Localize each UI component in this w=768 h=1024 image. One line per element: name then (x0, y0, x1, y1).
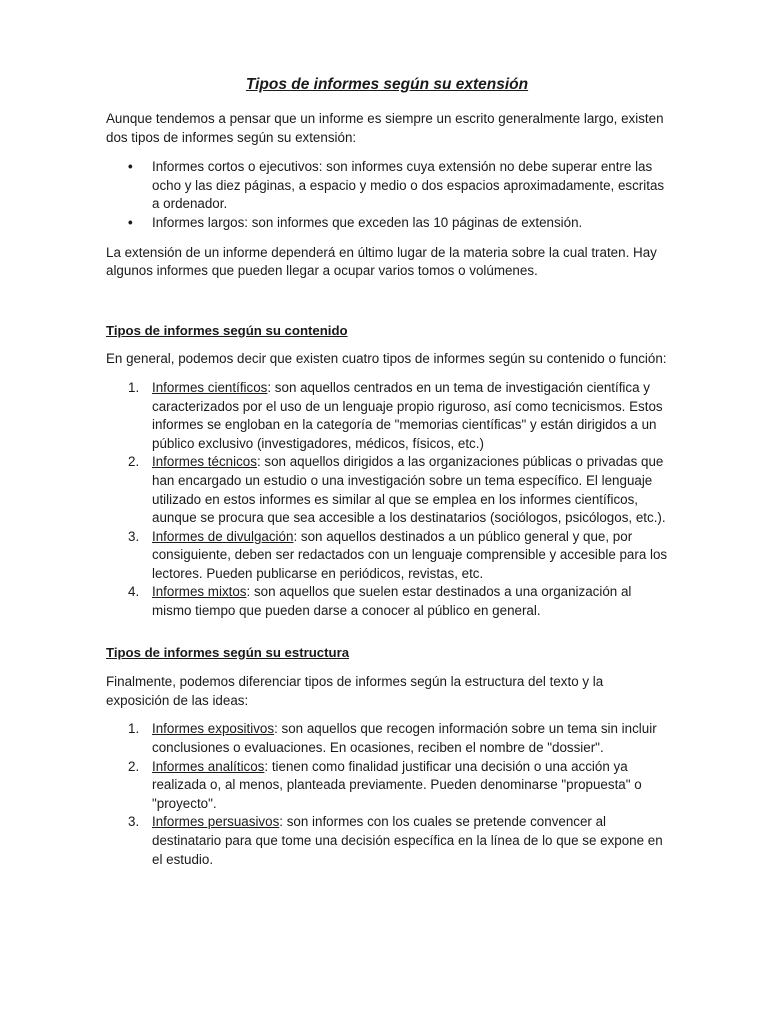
item-number: 3. (128, 814, 140, 830)
item-number: 1. (128, 379, 140, 395)
item-number: 2. (128, 758, 140, 774)
content-intro: En general, podemos decir que existen cuatro tipos de informes según su contenido o función: (106, 351, 667, 367)
extension-note: La extensión de un informe dependerá en último lugar de la materia sobre la cual traten. Hay algunos informes que pueden llegar a ocupar varios tomos o volúmenes. (106, 244, 657, 279)
item-description: : son aquellos dirigidos a las organizaciones públicas o privadas que han encargado un estudio o una investigación sobre un tema específico. El lenguaje utilizado en estos informes es similar al que se emplea en los informes científicos, aunque se procura que sea accesible a los destinatarios (sociólogos, psicólogos, etc.). (152, 454, 666, 526)
item-description: : son aquellos que recogen información sobre un tema sin incluir conclusiones o evaluaciones. En ocasiones, reciben el nombre de "dossier". (152, 721, 657, 756)
item-description: : son informes con los cuales se pretende convencer al destinatario para que tome una decisión específica en la línea de lo que se expone en el estudio. (152, 814, 663, 867)
list-item (106, 583, 668, 620)
item-description: : tienen como finalidad justificar una decisión o una acción ya realizada o, al menos, planteada previamente. Pueden denominarse "propuesta" o "proyecto". (152, 758, 642, 811)
list-item (106, 813, 668, 869)
item-number: 4. (128, 584, 140, 600)
list-item (106, 379, 668, 453)
item-number: 2. (128, 454, 140, 470)
list-item (106, 158, 668, 214)
item-term: Informes expositivos (152, 721, 275, 737)
list-item (106, 758, 668, 814)
list-item (106, 214, 668, 233)
list-item-text: Informes largos: son informes que exceden las 10 páginas de extensión. (152, 214, 583, 230)
content-types-list (106, 379, 668, 621)
item-term: Informes de divulgación (152, 528, 294, 544)
item-number: 1. (128, 721, 140, 737)
document-title: Tipos de informes según su extensión (245, 76, 529, 93)
item-term: Informes analíticos (152, 758, 265, 774)
section-heading-content: Tipos de informes según su contenido (106, 322, 348, 338)
structure-types-list (106, 720, 668, 869)
section-heading-structure: Tipos de informes según su estructura (106, 644, 350, 660)
list-item (106, 720, 668, 757)
list-item (106, 453, 668, 527)
item-term: Informes científicos (152, 379, 268, 395)
extension-list (106, 158, 668, 232)
list-item (106, 528, 668, 584)
item-description: : son aquellos que suelen estar destinados a una organización al mismo tiempo que pueden darse a conocer al público en general. (152, 584, 632, 619)
item-term: Informes técnicos (152, 454, 257, 470)
bullet-marker: • (128, 214, 133, 230)
item-term: Informes mixtos (152, 584, 247, 600)
item-description: : son aquellos centrados en un tema de investigación científica y caracterizados por el uso de un lenguaje propio riguroso, así como tecnicismos. Estos informes se engloban en la categoría de "memorias científicas" y están dirigidos a un público exclusivo (investigadores, médicos, físicos, etc.) (152, 379, 663, 451)
extension-intro: Aunque tendemos a pensar que un informe es siempre un escrito generalmente largo, existen dos tipos de informes según su extensión: (106, 111, 664, 145)
structure-intro: Finalmente, podemos diferenciar tipos de informes según la estructura del texto y la exposición de las ideas: (106, 674, 604, 708)
item-term: Informes persuasivos (152, 814, 280, 830)
item-number: 3. (128, 528, 140, 544)
list-item-text: Informes cortos o ejecutivos: son informes cuya extensión no debe superar entre las ocho y las diez páginas, a espacio y medio o dos espacios aproximadamente, escritas a ordenador. (152, 159, 665, 212)
item-description: : son aquellos destinados a un público general y que, por consiguiente, deben ser redactados con un lenguaje comprensible y accesible para los lectores. Pueden publicarse en periódicos, revistas, etc. (152, 528, 668, 581)
bullet-marker: • (128, 159, 133, 175)
